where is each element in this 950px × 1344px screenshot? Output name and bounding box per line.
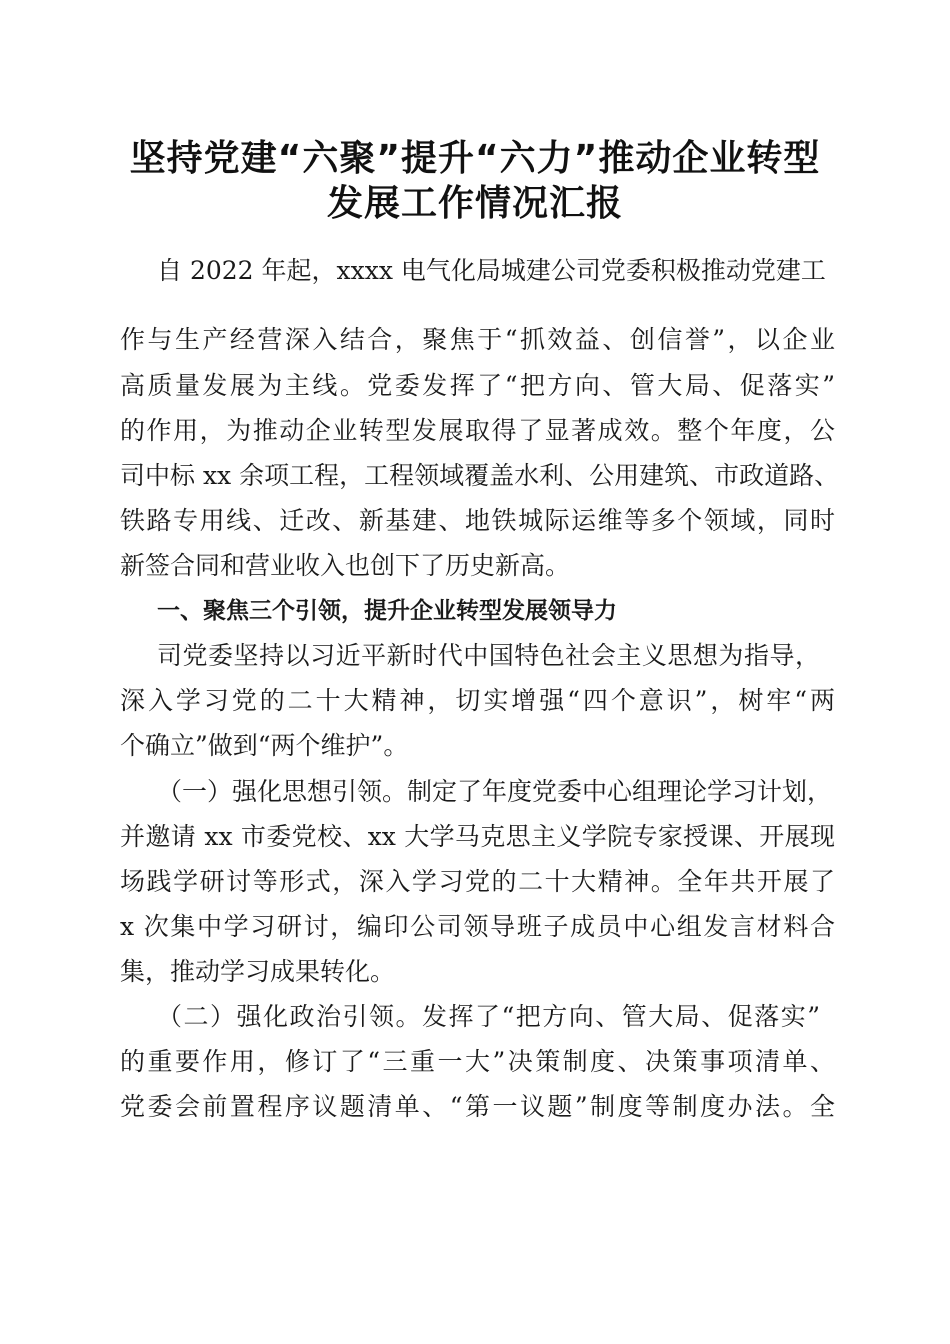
paragraph-line: 集，推动学习成果转化。 <box>120 957 396 986</box>
paragraph-line: 作与生产经营深入结合，聚焦于“抓效益、创信誉”，以企业 <box>120 325 835 354</box>
paragraph-line: 高质量发展为主线。党委发挥了“把方向、管大局、促落实” <box>120 371 835 400</box>
paragraph-line: 自 2022 年起，xxxx 电气化局城建公司党委积极推动党建工 <box>157 256 826 285</box>
paragraph-line: 党委会前置程序议题清单、“第一议题”制度等制度办法。全 <box>120 1092 835 1121</box>
document-title-line-2: 发展工作情况汇报 <box>326 183 623 224</box>
paragraph-line: （二）强化政治引领。发挥了“把方向、管大局、促落实” <box>157 1002 820 1031</box>
paragraph-line: 并邀请 xx 市委党校、xx 大学马克思主义学院专家授课、开展现 <box>120 822 835 851</box>
paragraph-line: 司中标 xx 余项工程，工程领域覆盖水利、公用建筑、市政道路、 <box>120 461 840 490</box>
paragraph-line: （一）强化思想引领。制定了年度党委中心组理论学习计划， <box>157 777 833 806</box>
paragraph-line: x 次集中学习研讨，编印公司领导班子成员中心组发言材料合 <box>120 912 835 941</box>
paragraph-line: 场践学研讨等形式，深入学习党的二十大精神。全年共开展了 <box>120 867 835 896</box>
paragraph-line: 个确立”做到“两个维护”。 <box>120 731 409 760</box>
paragraph-line: 新签合同和营业收入也创下了历史新高。 <box>120 551 571 580</box>
paragraph-line: 铁路专用线、迁改、新基建、地铁城际运维等多个领域，同时 <box>120 506 835 535</box>
paragraph-line: 的重要作用，修订了“三重一大”决策制度、决策事项清单、 <box>120 1047 835 1076</box>
paragraph-line: 司党委坚持以习近平新时代中国特色社会主义思想为指导， <box>157 641 820 670</box>
document-title-line-1: 坚持党建“六聚”提升“六力”推动企业转型 <box>129 138 821 179</box>
paragraph-line: 的作用，为推动企业转型发展取得了显著成效。整个年度，公 <box>120 416 835 445</box>
section-heading: 一、聚焦三个引领，提升企业转型发展领导力 <box>157 598 617 624</box>
paragraph-line: 深入学习党的二十大精神，切实增强“四个意识”，树牢“两 <box>120 686 835 715</box>
